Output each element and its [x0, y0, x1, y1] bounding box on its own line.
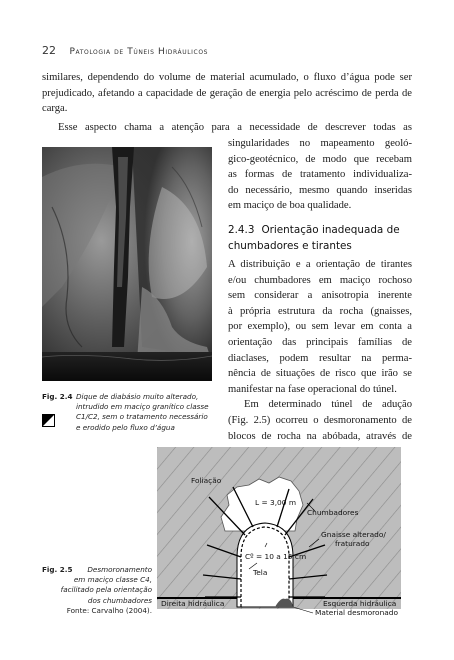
length-label: L = 3,00 m	[255, 498, 297, 507]
text-line: blocos de rocha na abóbada, através de	[228, 430, 412, 442]
text-line: orientação das principais famílias de	[228, 336, 412, 348]
text-line: A distribuição e a orientação de tirantes	[228, 259, 412, 270]
figure-2-5-diagram	[157, 447, 401, 617]
text-line: gico-geotécnico, de modo que recebam	[228, 153, 412, 165]
section-title-line-1: Orientação inadequada de	[261, 224, 400, 236]
text-line: carga.	[42, 103, 68, 115]
running-header	[42, 44, 208, 57]
text-line: Esse aspecto chama a atenção para a necessidade de descrever todas as	[58, 122, 412, 133]
text-line: as formas de tratamento individualiza-	[228, 169, 412, 181]
caption-line: em maciço classe C4,	[73, 575, 152, 585]
section-paragraph-2-first-line	[244, 397, 412, 413]
foliation-label: Foliação	[191, 476, 222, 485]
mesh-label: Tela	[253, 568, 268, 577]
figure-label: Fig. 2.4	[42, 392, 73, 401]
page-number: 22	[42, 44, 56, 57]
text-line: do necessário, mesmo quando inseridas	[228, 184, 412, 196]
text-line: manifestar na fase operacional do túnel.	[228, 383, 397, 395]
figure-2-4-label	[42, 392, 72, 402]
aspect-paragraph-first-line	[58, 120, 412, 136]
text-line: sem considerar a anisotropia inerente	[228, 290, 412, 302]
running-title: Patologia de Túneis Hidráulicos	[69, 47, 209, 57]
caption-line: Desmoronamento	[87, 565, 152, 574]
collapsed-material-label: Material desmoronado	[315, 608, 399, 617]
text-line: Em determinado túnel de adução	[244, 399, 412, 410]
text-line: à própria estrutura da rocha (gnaisses,	[228, 305, 412, 317]
text-line: similares, dependendo do volume de material acumulado, o fluxo d’água pode ser	[42, 72, 412, 83]
caption-line: facilitado pela orientação	[60, 585, 152, 595]
figure-2-4-caption	[76, 392, 216, 433]
text-line: prejudicado, afetando a capacidade de geração de energia pelo acréscimo de perda de	[42, 87, 412, 99]
section-heading	[228, 222, 400, 254]
text-line: singularidades no mapeamento geoló-	[228, 138, 412, 149]
text-line: diaclases, podem resultar na perma-	[228, 352, 412, 364]
text-line: por exemplo), ou sem levar em conta a	[228, 321, 412, 333]
figure-2-5-caption	[42, 565, 152, 616]
tunnel-section	[237, 523, 293, 607]
intro-paragraph	[42, 70, 412, 117]
aspect-paragraph	[228, 136, 412, 214]
section-paragraph-1	[228, 257, 412, 397]
right-hydraulic-label: Direita hidráulica	[161, 599, 225, 608]
caption-line: dos chumbadores	[87, 595, 152, 605]
color-figure-icon	[42, 414, 55, 427]
caption-line: intrudido em maciço granítico classe	[76, 402, 209, 412]
gneiss-label-line-2: fraturado	[335, 539, 370, 548]
section-paragraph-2	[228, 413, 412, 444]
section-number: 2.4.3	[228, 224, 255, 236]
gneiss-label-line-1: Gnaisse alterado/	[321, 530, 386, 539]
figure-source: Fonte: Carvalho (2004).	[66, 605, 152, 615]
text-line: em maciço de boa qualidade.	[228, 200, 352, 212]
caption-line: e erodido pelo fluxo d’água	[76, 422, 175, 432]
anchors-label: Chumbadores	[307, 508, 359, 517]
text-line: e/ou chumbadores em maciço rochoso	[228, 274, 412, 286]
section-title-line-2: chumbadores e tirantes	[228, 240, 352, 252]
text-line: (Fig. 2.5) ocorreu o desmoronamento de	[228, 415, 412, 426]
figure-label: Fig. 2.5	[42, 565, 73, 574]
text-line: nência de situações de risco que irão se	[228, 368, 412, 380]
figure-2-4-photo	[42, 147, 212, 381]
left-hydraulic-label: Esquerda hidráulica	[323, 599, 397, 608]
caption-line: C1/C2, sem o tratamento necessário	[76, 412, 208, 422]
concrete-thickness-label: Cº = 10 a 15 cm	[245, 552, 307, 561]
caption-line: Dique de diabásio muito alterado,	[76, 392, 199, 401]
